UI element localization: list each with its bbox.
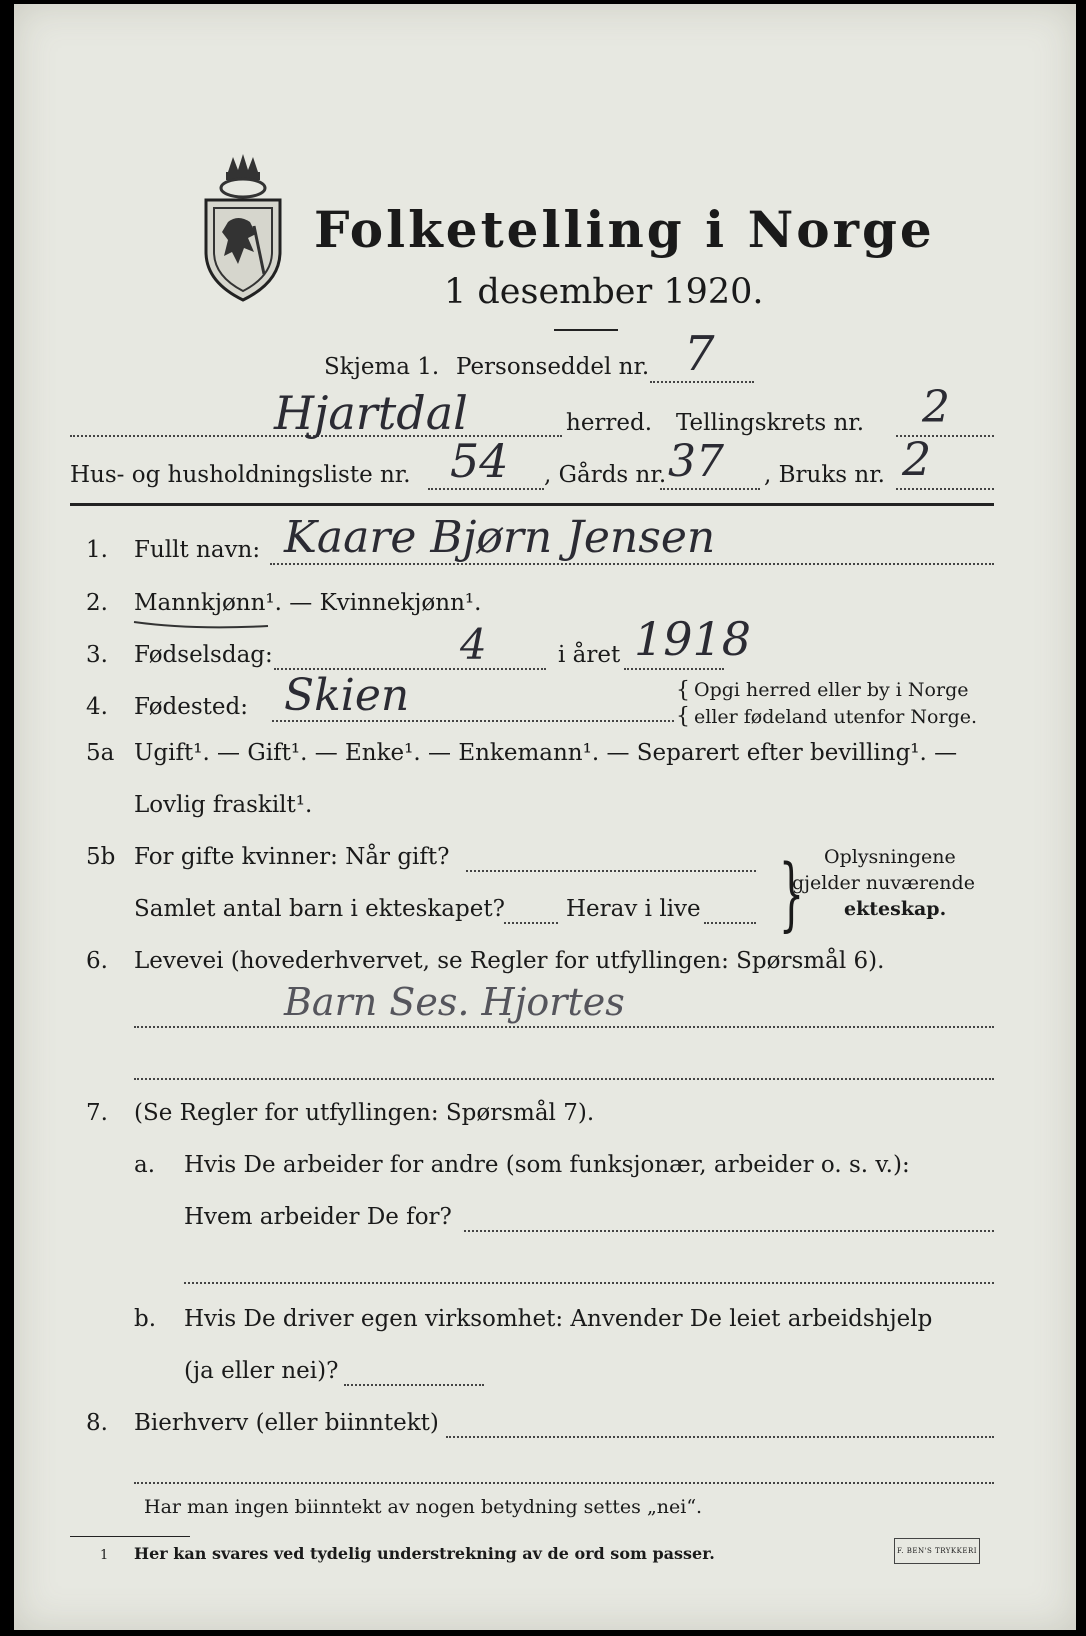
q2-label: Mannkjønn¹. — Kvinnekjønn¹. (134, 590, 482, 616)
footnote-rule (70, 1536, 190, 1537)
birthplace-value[interactable]: Skien (284, 670, 410, 721)
page-title: Folketelling i Norge (314, 200, 935, 259)
q5a-number: 5a (86, 740, 115, 766)
q3-number: 3. (86, 642, 108, 668)
q5b-line2: Samlet antal barn i ekteskapet? (134, 896, 505, 922)
footnote-number: 1 (100, 1548, 109, 1563)
q1-field-line (270, 563, 994, 565)
q7a-field-line-2 (184, 1282, 994, 1284)
q5b-note-line1: Oplysningene (824, 846, 956, 868)
q6-field-line-1 (134, 1026, 994, 1028)
bruks-value[interactable]: 2 (902, 432, 932, 486)
herred-value[interactable]: Hjartdal (274, 386, 468, 440)
full-name-value[interactable]: Kaare Bjørn Jensen (284, 512, 716, 563)
q3-year-field-line (624, 668, 724, 670)
q7-number: 7. (86, 1100, 108, 1126)
q7a-letter: a. (134, 1152, 156, 1178)
printer-stamp: F. BEN'S TRYKKERI (894, 1538, 980, 1564)
q4-note-brace: { { (676, 678, 690, 729)
q4-note-line1: Opgi herred eller by i Norge (694, 679, 969, 701)
q5b-number: 5b (86, 844, 116, 870)
gards-label: , Gårds nr. (544, 462, 667, 488)
birth-year-value[interactable]: 1918 (634, 612, 752, 666)
q5a-line2: Lovlig fraskilt¹. (134, 792, 313, 818)
q8-label: Bierhverv (eller biinntekt) (134, 1410, 439, 1436)
q7a-line1: Hvis De arbeider for andre (som funksjonær, arbeider o. s. v.): (184, 1152, 910, 1178)
q6-field-line-2 (134, 1078, 994, 1080)
q4-label: Fødested: (134, 694, 249, 720)
q8-field-line-2 (134, 1482, 994, 1484)
tellingskrets-value[interactable]: 2 (922, 382, 950, 433)
census-form-page (14, 4, 1076, 1630)
skjema-label: Skjema 1. (324, 354, 440, 380)
personseddel-label: Personseddel nr. (456, 354, 650, 380)
q8-field-line-1 (446, 1436, 994, 1438)
q8-note: Har man ingen biinntekt av nogen betydning settes „nei“. (144, 1496, 703, 1518)
q5b-brace: } (778, 847, 805, 940)
q4-number: 4. (86, 694, 108, 720)
tellingskrets-label: Tellingskrets nr. (676, 410, 865, 436)
q6-number: 6. (86, 948, 108, 974)
q5b-alive-field-line (704, 922, 756, 924)
occupation-value[interactable]: Barn Ses. Hjortes (284, 980, 625, 1024)
gards-field-line (660, 488, 760, 490)
q5b-married-field-line (466, 870, 756, 872)
q5b-note-line3: ekteskap. (844, 898, 947, 920)
q7b-line2: (ja eller nei)? (184, 1358, 339, 1384)
q5b-children-field-line (504, 922, 558, 924)
gards-value[interactable]: 37 (668, 436, 724, 487)
mannkjonn-underline-mark (132, 618, 272, 632)
hus-label: Hus- og husholdningsliste nr. (70, 462, 411, 488)
q5b-line1: For gifte kvinner: Når gift? (134, 844, 450, 870)
q5b-note-line2: gjelder nuværende (792, 872, 975, 894)
q7b-field-line (344, 1384, 484, 1386)
q7a-field-line-1 (464, 1230, 994, 1232)
coat-of-arms-icon (198, 152, 288, 302)
title-divider (554, 329, 618, 331)
bruks-label: , Bruks nr. (764, 462, 885, 488)
q5b-alive-label: Herav i live (566, 896, 701, 922)
q2-number: 2. (86, 590, 108, 616)
q4-note-line2: eller fødeland utenfor Norge. (694, 706, 978, 728)
bruks-field-line (896, 488, 994, 490)
q1-label: Fullt navn: (134, 537, 261, 563)
q8-number: 8. (86, 1410, 108, 1436)
q3-label: Fødselsdag: (134, 642, 273, 668)
birth-day-value[interactable]: 4 (460, 620, 487, 669)
q1-number: 1. (86, 537, 108, 563)
herred-label: herred. (566, 410, 653, 436)
q7b-line1: Hvis De driver egen virksomhet: Anvender De leiet arbeidshjelp (184, 1306, 933, 1332)
q6-label: Levevei (hovederhvervet, se Regler for utfyllingen: Spørsmål 6). (134, 948, 885, 974)
census-date: 1 desember 1920. (444, 272, 764, 312)
hus-field-line (428, 488, 544, 490)
q7-label: (Se Regler for utfyllingen: Spørsmål 7). (134, 1100, 595, 1126)
section-rule (70, 503, 994, 506)
hus-value[interactable]: 54 (450, 434, 509, 488)
q3-year-label: i året (558, 642, 621, 668)
personseddel-value[interactable]: 7 (684, 326, 715, 382)
q7a-line2: Hvem arbeider De for? (184, 1204, 452, 1230)
q7b-letter: b. (134, 1306, 157, 1332)
footnote-text: Her kan svares ved tydelig understrekning av de ord som passer. (134, 1544, 715, 1563)
q5a-line1: Ugift¹. — Gift¹. — Enke¹. — Enkemann¹. — Separert efter bevilling¹. — (134, 740, 958, 766)
